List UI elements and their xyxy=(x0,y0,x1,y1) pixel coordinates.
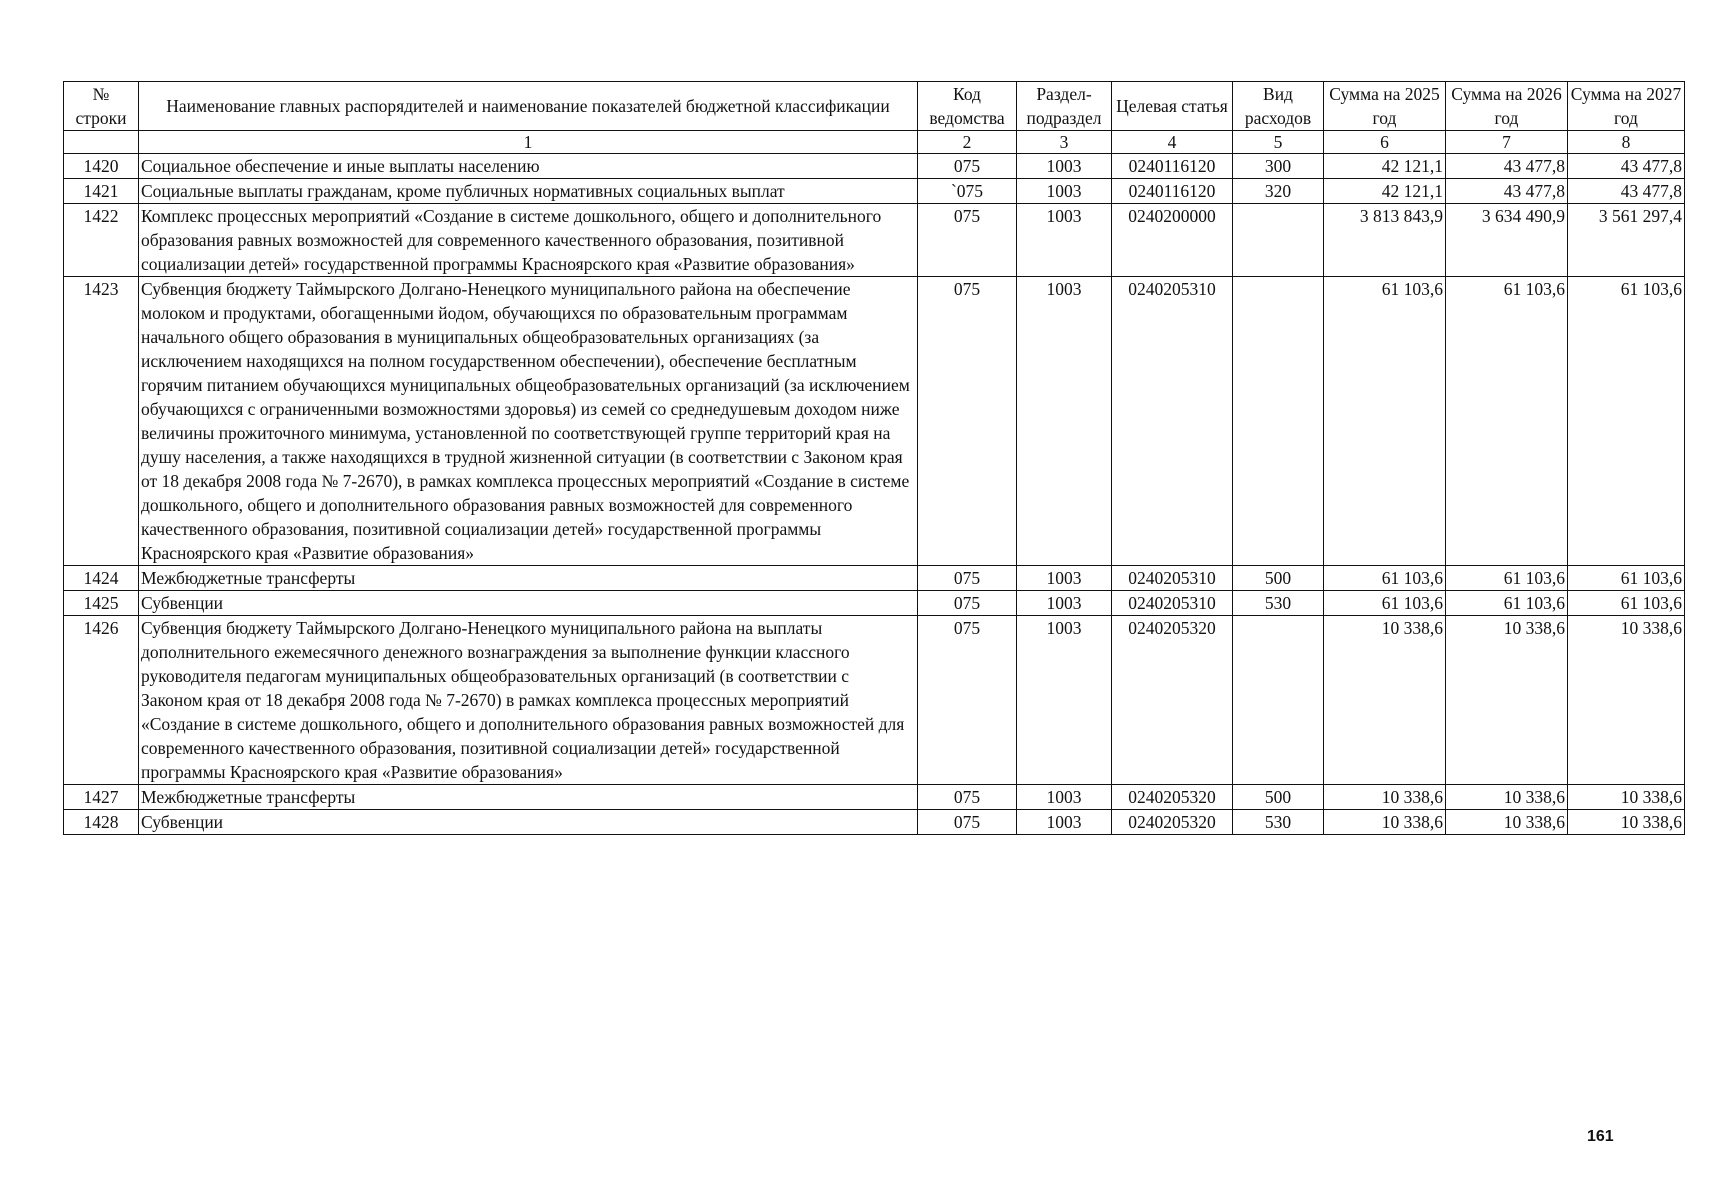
section-cell: 1003 xyxy=(1017,204,1112,277)
header-sum-2027: Сумма на 2027 год xyxy=(1568,82,1685,131)
expense-type-cell: 320 xyxy=(1233,179,1324,204)
column-number: 7 xyxy=(1446,131,1568,154)
sum-2025-cell: 3 813 843,9 xyxy=(1324,204,1446,277)
row-name-cell: Межбюджетные трансферты xyxy=(139,785,918,810)
header-expense-type: Вид расходов xyxy=(1233,82,1324,131)
dept-code-cell: 075 xyxy=(918,204,1017,277)
expense-type-cell xyxy=(1233,204,1324,277)
column-number: 8 xyxy=(1568,131,1685,154)
dept-code-cell: `075 xyxy=(918,179,1017,204)
dept-code-cell: 075 xyxy=(918,566,1017,591)
table-row xyxy=(64,204,1685,277)
row-name-cell: Субвенция бюджету Таймырского Долгано-Ненецкого муниципального района на выплаты дополнительного ежемесячного денежного вознаграждения за выполнение функции классного руководителя педагогам муниципальных общеобразовательных организаций (в соответствии с Законом края от 18 декабря 2008 года № 7-2670) в рамках комплекса процессных мероприятий «Создание в системе дошкольного, общего и дополнительного образования равных возможностей для современного качественного образования, позитивной социализации детей» государственной программы Красноярского края «Развитие образования» xyxy=(139,616,918,785)
target-cell: 0240205320 xyxy=(1112,810,1233,835)
header-name: Наименование главных распорядителей и наименование показателей бюджетной классификации xyxy=(139,82,918,131)
sum-2027-cell: 10 338,6 xyxy=(1568,616,1685,785)
target-cell: 0240205320 xyxy=(1112,616,1233,785)
header-sum-2025: Сумма на 2025 год xyxy=(1324,82,1446,131)
table-row xyxy=(64,154,1685,179)
section-cell: 1003 xyxy=(1017,591,1112,616)
row-number-cell: 1424 xyxy=(64,566,139,591)
dept-code-cell: 075 xyxy=(918,277,1017,566)
table-row xyxy=(64,785,1685,810)
section-cell: 1003 xyxy=(1017,154,1112,179)
column-number-row xyxy=(64,131,1685,154)
target-cell: 0240116120 xyxy=(1112,179,1233,204)
section-cell: 1003 xyxy=(1017,785,1112,810)
expense-type-cell xyxy=(1233,616,1324,785)
table-row xyxy=(64,566,1685,591)
section-cell: 1003 xyxy=(1017,566,1112,591)
dept-code-cell: 075 xyxy=(918,154,1017,179)
target-cell: 0240116120 xyxy=(1112,154,1233,179)
dept-code-cell: 075 xyxy=(918,616,1017,785)
section-cell: 1003 xyxy=(1017,179,1112,204)
header-sum-2026: Сумма на 2026 год xyxy=(1446,82,1568,131)
dept-code-cell: 075 xyxy=(918,810,1017,835)
row-number-cell: 1420 xyxy=(64,154,139,179)
row-name-cell: Социальное обеспечение и иные выплаты населению xyxy=(139,154,918,179)
table-row xyxy=(64,591,1685,616)
sum-2025-cell: 42 121,1 xyxy=(1324,179,1446,204)
sum-2026-cell: 61 103,6 xyxy=(1446,277,1568,566)
row-number-cell: 1425 xyxy=(64,591,139,616)
budget-table xyxy=(63,81,1685,835)
row-name-cell: Субвенции xyxy=(139,810,918,835)
sum-2025-cell: 61 103,6 xyxy=(1324,591,1446,616)
section-cell: 1003 xyxy=(1017,810,1112,835)
header-dept-code: Код ведомства xyxy=(918,82,1017,131)
header-section: Раздел-подраздел xyxy=(1017,82,1112,131)
table-header-row xyxy=(64,82,1685,131)
sum-2027-cell: 61 103,6 xyxy=(1568,591,1685,616)
dept-code-cell: 075 xyxy=(918,785,1017,810)
target-cell: 0240200000 xyxy=(1112,204,1233,277)
expense-type-cell xyxy=(1233,277,1324,566)
sum-2027-cell: 43 477,8 xyxy=(1568,154,1685,179)
header-target: Целевая статья xyxy=(1112,82,1233,131)
sum-2027-cell: 43 477,8 xyxy=(1568,179,1685,204)
sum-2027-cell: 61 103,6 xyxy=(1568,566,1685,591)
sum-2025-cell: 61 103,6 xyxy=(1324,566,1446,591)
sum-2027-cell: 10 338,6 xyxy=(1568,810,1685,835)
expense-type-cell: 300 xyxy=(1233,154,1324,179)
sum-2026-cell: 10 338,6 xyxy=(1446,785,1568,810)
table-row xyxy=(64,616,1685,785)
target-cell: 0240205310 xyxy=(1112,277,1233,566)
table-row xyxy=(64,179,1685,204)
sum-2025-cell: 61 103,6 xyxy=(1324,277,1446,566)
sum-2027-cell: 3 561 297,4 xyxy=(1568,204,1685,277)
sum-2025-cell: 10 338,6 xyxy=(1324,810,1446,835)
sum-2026-cell: 10 338,6 xyxy=(1446,616,1568,785)
target-cell: 0240205310 xyxy=(1112,566,1233,591)
sum-2025-cell: 10 338,6 xyxy=(1324,616,1446,785)
row-number-cell: 1422 xyxy=(64,204,139,277)
row-name-cell: Субвенции xyxy=(139,591,918,616)
row-number-cell: 1426 xyxy=(64,616,139,785)
section-cell: 1003 xyxy=(1017,616,1112,785)
column-number: 2 xyxy=(918,131,1017,154)
target-cell: 0240205310 xyxy=(1112,591,1233,616)
row-name-cell: Межбюджетные трансферты xyxy=(139,566,918,591)
column-number: 1 xyxy=(139,131,918,154)
target-cell: 0240205320 xyxy=(1112,785,1233,810)
column-number xyxy=(64,131,139,154)
header-row-no: № строки xyxy=(64,82,139,131)
row-number-cell: 1421 xyxy=(64,179,139,204)
row-number-cell: 1427 xyxy=(64,785,139,810)
sum-2025-cell: 42 121,1 xyxy=(1324,154,1446,179)
sum-2026-cell: 61 103,6 xyxy=(1446,591,1568,616)
row-number-cell: 1428 xyxy=(64,810,139,835)
column-number: 4 xyxy=(1112,131,1233,154)
sum-2026-cell: 43 477,8 xyxy=(1446,154,1568,179)
table-row xyxy=(64,810,1685,835)
table-row xyxy=(64,277,1685,566)
dept-code-cell: 075 xyxy=(918,591,1017,616)
expense-type-cell: 530 xyxy=(1233,810,1324,835)
column-number: 3 xyxy=(1017,131,1112,154)
section-cell: 1003 xyxy=(1017,277,1112,566)
row-number-cell: 1423 xyxy=(64,277,139,566)
row-name-cell: Субвенция бюджету Таймырского Долгано-Ненецкого муниципального района на обеспечение молоком и продуктами, обогащенными йодом, обучающихся по образовательным программам начального общего образования в муниципальных общеобразовательных организациях (за исключением находящихся на полном государственном обеспечении), обеспечение бесплатным горячим питанием обучающихся муниципальных общеобразовательных организаций (за исключением обучающихся с ограниченными возможностями здоровья) из семей со среднедушевым доходом ниже величины прожиточного минимума, установленной по соответствующей группе территорий края на душу населения, а также находящихся в трудной жизненной ситуации (в соответствии с Законом края от 18 декабря 2008 года № 7-2670), в рамках комплекса процессных мероприятий «Создание в системе дошкольного, общего и дополнительного образования равных возможностей для современного качественного образования, позитивной социализации детей» государственной программы Красноярского края «Развитие образования» xyxy=(139,277,918,566)
expense-type-cell: 530 xyxy=(1233,591,1324,616)
sum-2026-cell: 43 477,8 xyxy=(1446,179,1568,204)
row-name-cell: Социальные выплаты гражданам, кроме публичных нормативных социальных выплат xyxy=(139,179,918,204)
sum-2025-cell: 10 338,6 xyxy=(1324,785,1446,810)
column-number: 5 xyxy=(1233,131,1324,154)
sum-2026-cell: 61 103,6 xyxy=(1446,566,1568,591)
sum-2027-cell: 61 103,6 xyxy=(1568,277,1685,566)
sum-2026-cell: 3 634 490,9 xyxy=(1446,204,1568,277)
page-number: 161 xyxy=(1587,1128,1614,1145)
row-name-cell: Комплекс процессных мероприятий «Создание в системе дошкольного, общего и дополнительного образования равных возможностей для современного качественного образования, позитивной социализации детей» государственной программы Красноярского края «Развитие образования» xyxy=(139,204,918,277)
expense-type-cell: 500 xyxy=(1233,566,1324,591)
column-number: 6 xyxy=(1324,131,1446,154)
expense-type-cell: 500 xyxy=(1233,785,1324,810)
sum-2026-cell: 10 338,6 xyxy=(1446,810,1568,835)
sum-2027-cell: 10 338,6 xyxy=(1568,785,1685,810)
